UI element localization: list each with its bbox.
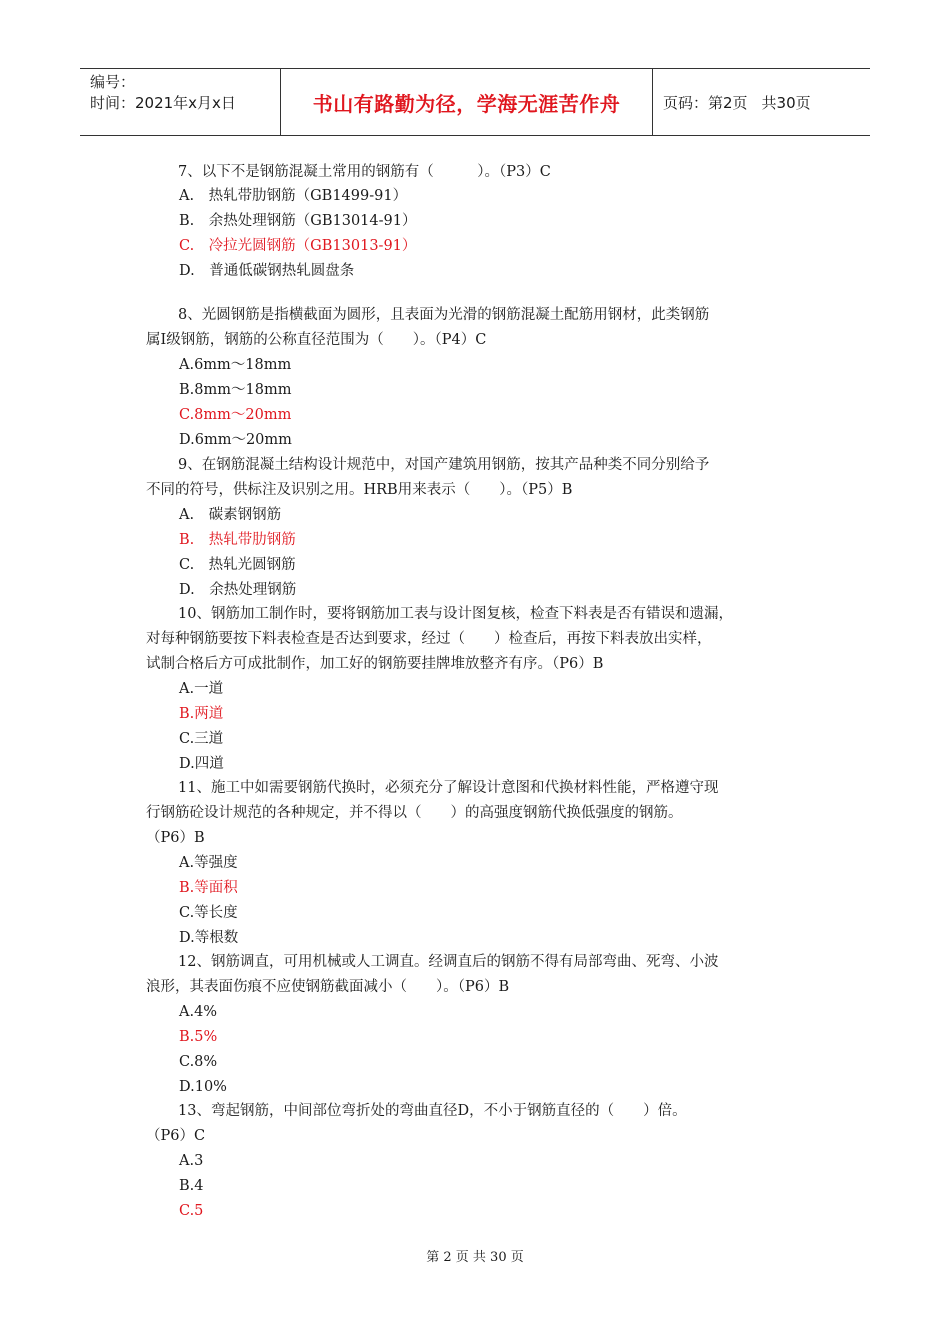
question-stem-continuation: 行钢筋砼设计规范的各种规定，并不得以（ ）的高强度钢筋代换低强度的钢筋。 [146, 805, 683, 821]
answer-option: A.6mm～18mm [179, 357, 292, 373]
answer-option-correct: C.5 [179, 1203, 204, 1219]
answer-option: B.4 [179, 1178, 204, 1194]
question-stem-continuation: 试制合格后方可成批制作，加工好的钢筋要挂牌堆放整齐有序。（P6）B [146, 656, 604, 672]
document-number-label: 编号： [90, 73, 136, 91]
answer-option: A. 热轧带肋钢筋（GB1499-91） [179, 188, 408, 204]
answer-option: D. 普通低碳钢热轧圆盘条 [179, 263, 355, 279]
question-stem-continuation: （P6）C [146, 1128, 206, 1144]
question-stem-continuation: 对每种钢筋要按下料表检查是否达到要求，经过（ ）检查后，再按下料表放出实样， [146, 631, 712, 647]
answer-option: A.等强度 [179, 855, 238, 871]
answer-option-correct: B.两道 [179, 706, 224, 722]
page-header [80, 68, 870, 136]
header-meta-cell [80, 69, 281, 135]
document-time-label: 时间：2021年x月x日 [90, 94, 236, 112]
question-stem-continuation: 属Ⅰ级钢筋，钢筋的公称直径范围为（ ）。（P4）C [146, 332, 487, 348]
answer-option: A.一道 [179, 681, 224, 697]
question-stem: 7、以下不是钢筋混凝土常用的钢筋有（ ）。（P3）C [178, 164, 551, 180]
question-stem: 11、施工中如需要钢筋代换时，必须充分了解设计意图和代换材料性能，严格遵守现 [178, 780, 719, 796]
question-stem-continuation: （P6）B [146, 830, 205, 846]
page-footer [0, 1246, 950, 1265]
answer-option: B. 余热处理钢筋（GB13014-91） [179, 213, 417, 229]
answer-option: A.3 [179, 1153, 204, 1169]
answer-option-correct: C.8mm～20mm [179, 407, 292, 423]
header-page-number: 页码：第2页 [663, 93, 748, 112]
question-stem: 8、光圆钢筋是指横截面为圆形，且表面为光滑的钢筋混凝土配筋用钢材，此类钢筋 [178, 307, 710, 323]
answer-option: C.三道 [179, 731, 224, 747]
answer-option: D.四道 [179, 756, 224, 772]
answer-option: A. 碳素钢钢筋 [179, 507, 282, 523]
question-stem-continuation: 不同的符号，供标注及识别之用。HRB用来表示（ ）。（P5）B [146, 482, 573, 498]
answer-option: C.等长度 [179, 905, 238, 921]
question-stem: 12、钢筋调直，可用机械或人工调直。经调直后的钢筋不得有局部弯曲、死弯、小波 [178, 954, 719, 970]
header-motto: 书山有路勤为径，学海无涯苦作舟 [312, 91, 621, 116]
header-page-total: 共30页 [761, 93, 811, 112]
answer-option-correct: C. 冷拉光圆钢筋（GB13013-91） [179, 238, 417, 254]
answer-option: A.4% [179, 1004, 218, 1020]
question-stem: 10、钢筋加工制作时，要将钢筋加工表与设计图复核，检查下料表是否有错误和遗漏， [178, 606, 733, 622]
answer-option: D.等根数 [179, 930, 239, 946]
answer-option: D. 余热处理钢筋 [179, 582, 297, 598]
answer-option: C. 热轧光圆钢筋 [179, 557, 296, 573]
question-stem: 9、在钢筋混凝土结构设计规范中，对国产建筑用钢筋，按其产品种类不同分别给予 [178, 457, 710, 473]
header-page-cell [653, 69, 870, 135]
answer-option: D.6mm～20mm [179, 432, 292, 448]
answer-option: C.8% [179, 1054, 218, 1070]
answer-option: B.8mm～18mm [179, 382, 292, 398]
answer-option-correct: B.5% [179, 1029, 218, 1045]
answer-option-correct: B. 热轧带肋钢筋 [179, 532, 296, 548]
answer-option-correct: B.等面积 [179, 880, 238, 896]
footer-page-text: 第 2 页 共 30 页 [426, 1250, 524, 1265]
question-stem-continuation: 浪形，其表面伤痕不应使钢筋截面减小（ ）。（P6）B [146, 979, 510, 995]
question-stem: 13、弯起钢筋，中间部位弯折处的弯曲直径D，不小于钢筋直径的（ ）倍。 [178, 1103, 687, 1119]
header-motto-cell [281, 69, 653, 135]
answer-option: D.10% [179, 1079, 227, 1095]
